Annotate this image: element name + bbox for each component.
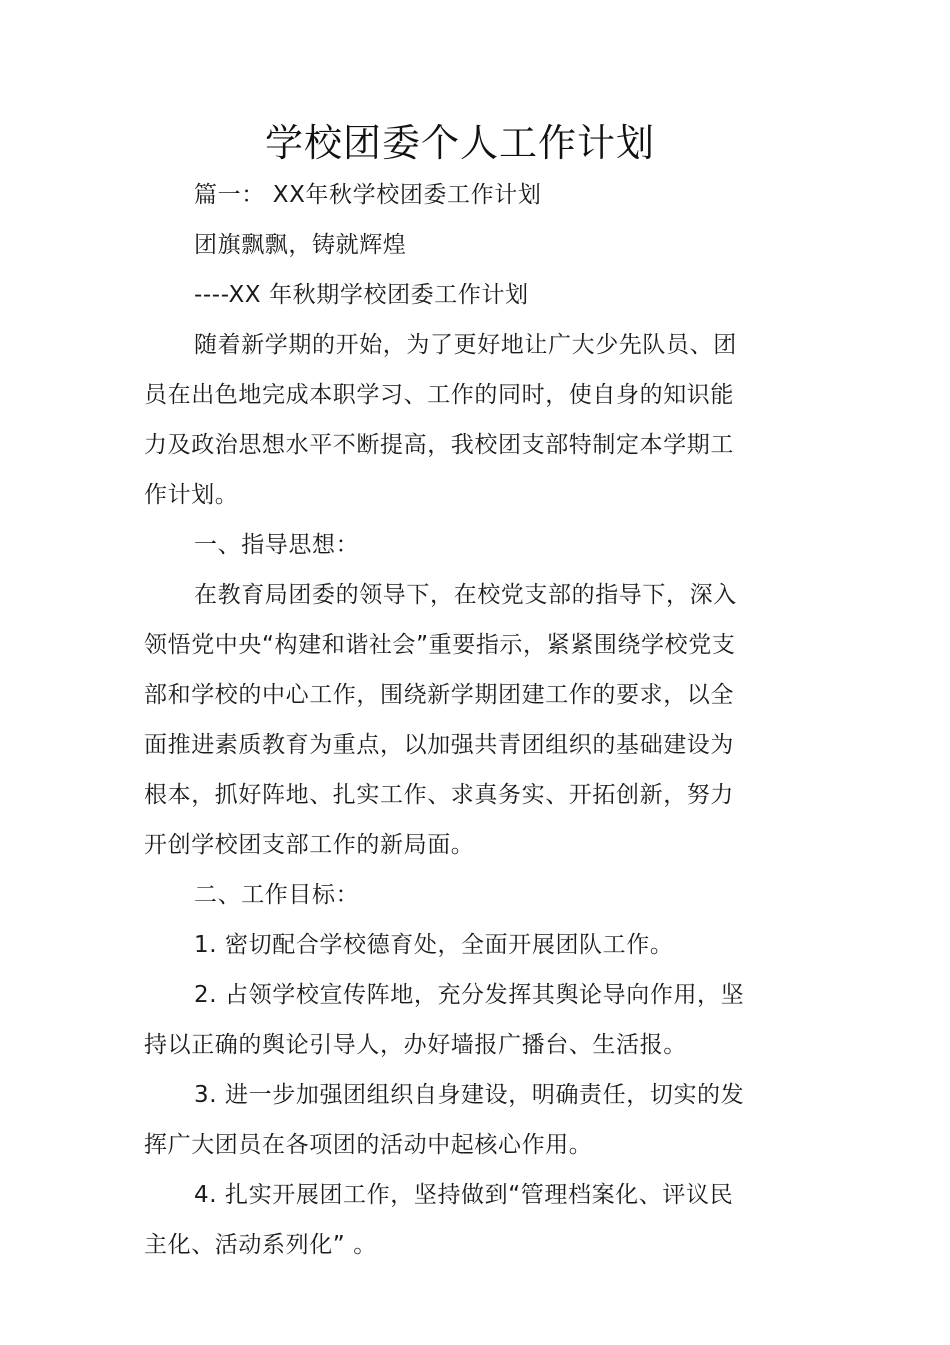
goal-item-3: 3. 进一步加强团组织自身建设，明确责任，切实的发挥广大团员在各项团的活动中起核心作用。 bbox=[144, 1082, 745, 1158]
goal-item-2: 2. 占领学校宣传阵地，充分发挥其舆论导向作用，坚持以正确的舆论引导人，办好墙报广播台、生活报。 bbox=[144, 982, 745, 1058]
document-title: 学校团委个人工作计划 bbox=[264, 121, 655, 165]
document-body bbox=[144, 170, 754, 1270]
paragraph-intro: 随着新学期的开始，为了更好地让广大少先队员、团员在出色地完成本职学习、工作的同时，使自身的知识能力及政治思想水平不断提高，我校团支部特制定本学期工作计划。 bbox=[144, 332, 737, 508]
goal-item-4: 4. 扎实开展团工作，坚持做到“管理档案化、评议民主化、活动系列化” 。 bbox=[144, 1182, 734, 1258]
paragraph-guiding-ideology: 在教育局团委的领导下，在校党支部的指导下，深入领悟党中央“构建和谐社会”重要指示，紧紧围绕学校党支部和学校的中心工作，围绕新学期团建工作的要求，以全面推进素质教育为重点，以加强共青团组织的基础建设为根本，抓好阵地、扎实工作、求真务实、开拓创新，努力开创学校团支部工作的新局面。 bbox=[144, 582, 737, 858]
heading-guiding-ideology: 一、指导思想： bbox=[194, 532, 360, 558]
paragraph-slogan: 团旗飘飘，铸就辉煌 bbox=[194, 232, 407, 258]
paragraph-subtitle: ----XX 年秋期学校团委工作计划 bbox=[194, 282, 529, 308]
paragraph-section-heading: 篇一： XX年秋学校团委工作计划 bbox=[194, 182, 542, 208]
goal-item-1: 1. 密切配合学校德育处，全面开展团队工作。 bbox=[194, 932, 674, 958]
heading-work-goals: 二、工作目标： bbox=[194, 882, 360, 908]
